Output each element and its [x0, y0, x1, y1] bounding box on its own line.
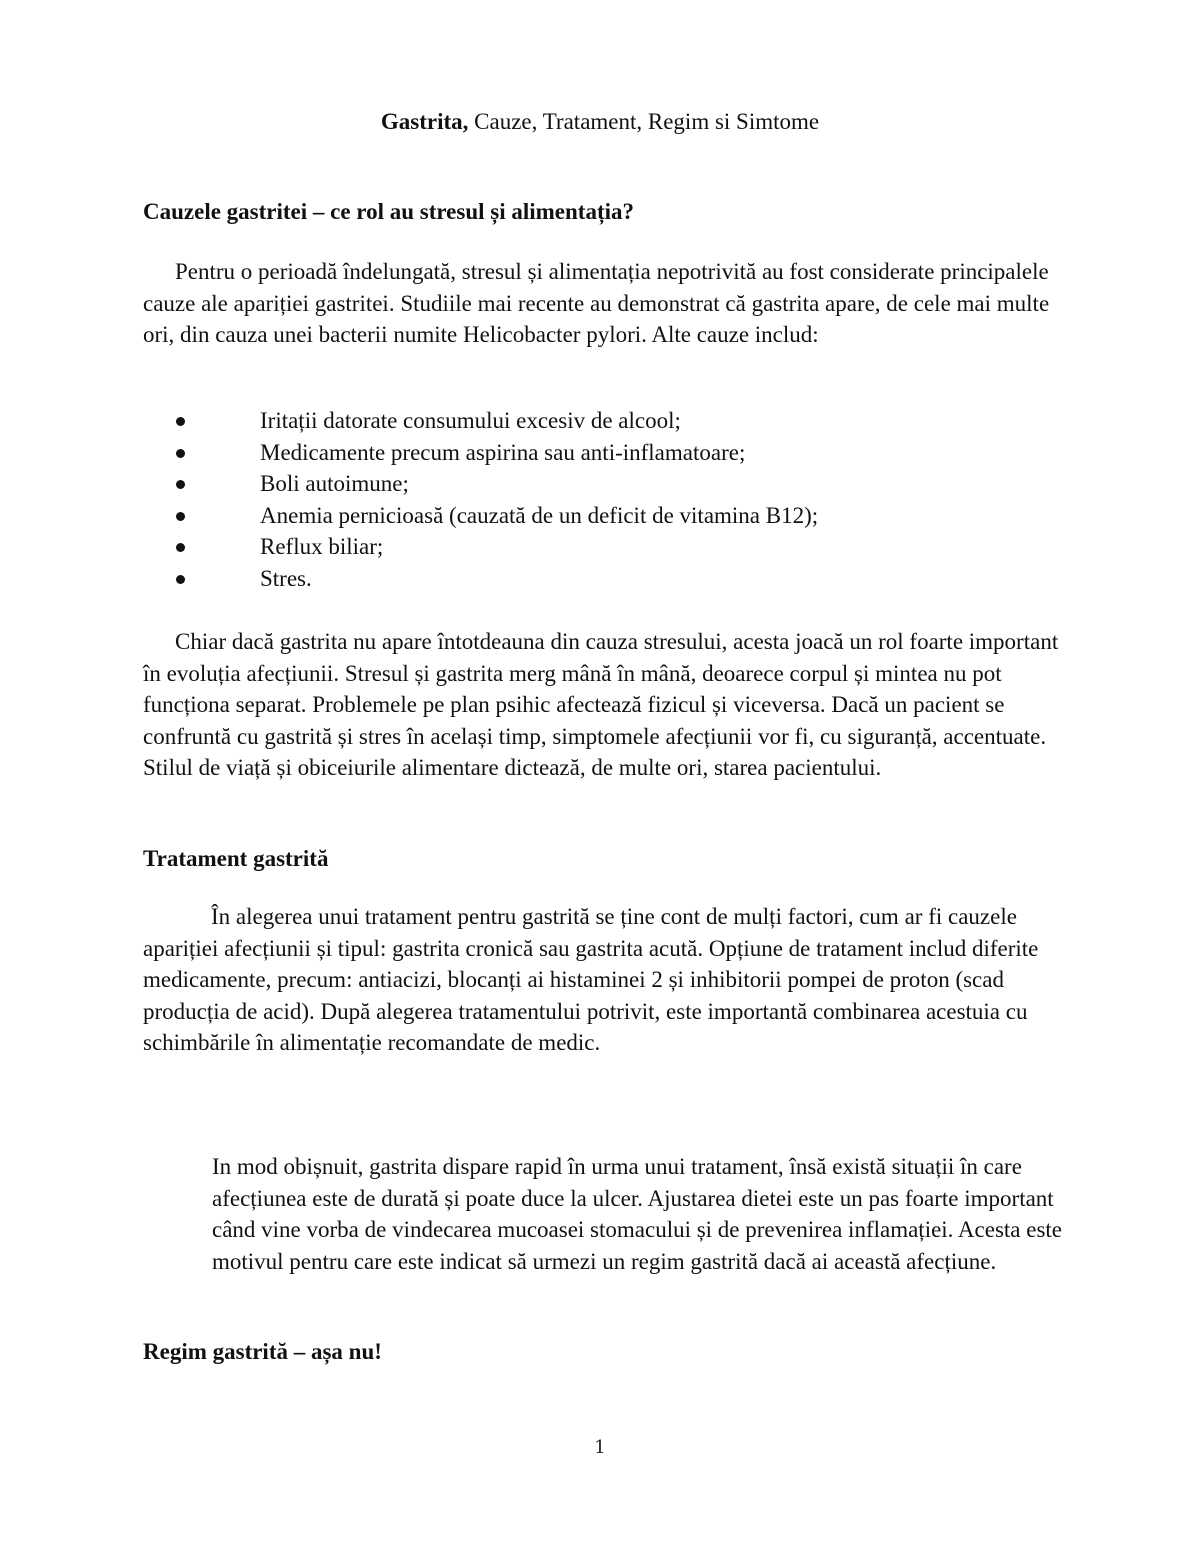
list-item	[143, 531, 1043, 563]
list-item	[143, 468, 1043, 500]
title-rest-part: Cauze, Tratament, Regim si Simtome	[468, 109, 820, 134]
bullet-icon	[176, 449, 185, 458]
paragraph-treatment: În alegerea unui tratament pentru gastrită se ține cont de mulți factori, cum ar fi cauzele apariției afecțiunii și tipul: gastrita cronică sau gastrita acută. Opțiune de tratament includ diferite medicamente, precum: antiacizi, blocanți ai histaminei 2 și inhibitorii pompei de proton (scad producția de acid). După alegerea tratamentului potrivit, este importantă combinarea acestuia cu schimbările în alimentație recomandate de medic.	[143, 904, 1039, 1055]
bullet-icon	[176, 512, 185, 521]
list-item-text: Stres.	[260, 565, 312, 591]
bullet-icon	[176, 417, 185, 426]
list-item-text: Iritații datorate consumului excesiv de alcool;	[260, 408, 681, 433]
section-heading-treatment: Tratament gastrită	[143, 846, 329, 871]
paragraph-treatment-duration: In mod obișnuit, gastrita dispare rapid în urma unui tratament, însă există situații în care afecțiunea este de durată și poate duce la ulcer. Ajustarea dietei este un pas foarte important când vine vorba de vindecarea mucoasei stomacului și de prevenirea inflamației. Acesta este motivul pentru care este indicat să urmezi un regim gastrită dacă ai această afecțiune.	[212, 1154, 1063, 1274]
list-item-text: Medicamente precum aspirina sau anti-inflamatoare;	[260, 439, 746, 465]
list-item	[143, 437, 1043, 469]
list-item-text: Anemia pernicioasă (cauzată de un deficit de vitamina B12);	[260, 502, 819, 528]
list-item	[143, 500, 1043, 532]
list-item	[143, 563, 1043, 595]
list-item-text: Boli autoimune;	[260, 471, 409, 496]
causes-bullet-list	[143, 405, 1043, 594]
bullet-icon	[176, 575, 185, 584]
bullet-icon	[176, 543, 185, 552]
document-title	[0, 106, 1200, 138]
paragraph-causes-intro: Pentru o perioadă îndelungată, stresul și alimentația nepotrivită au fost considerate principalele cauze ale apariției gastritei. Studiile mai recente au demonstrat că gastrita apare, de cele mai multe ori, din cauza unei bacterii numite Helicobacter pylori. Alte cauze includ:	[143, 259, 1050, 347]
paragraph-stress: Chiar dacă gastrita nu apare întotdeauna din cauza stresului, acesta joacă un rol foarte important în evoluția afecțiunii. Stresul și gastrita merg mână în mână, deoarece corpul și mintea nu pot funcționa separat. Problemele pe plan psihic afectează fizicul și viceversa. Dacă un pacient se confruntă cu gastrită și stres în același timp, simptomele afecțiunii vor fi, cu siguranță, accentuate. Stilul de viață și obiceiurile alimentare dictează, de multe ori, starea pacientului.	[143, 629, 1059, 780]
list-item	[143, 405, 1043, 437]
title-bold-part: Gastrita,	[380, 109, 469, 134]
section-heading-causes: Cauzele gastritei – ce rol au stresul și alimentația?	[143, 199, 635, 224]
bullet-icon	[176, 480, 185, 489]
page-number: 1	[594, 1437, 606, 1458]
list-item-text: Reflux biliar;	[260, 534, 384, 559]
section-heading-diet: Regim gastrită – așa nu!	[143, 1339, 382, 1364]
